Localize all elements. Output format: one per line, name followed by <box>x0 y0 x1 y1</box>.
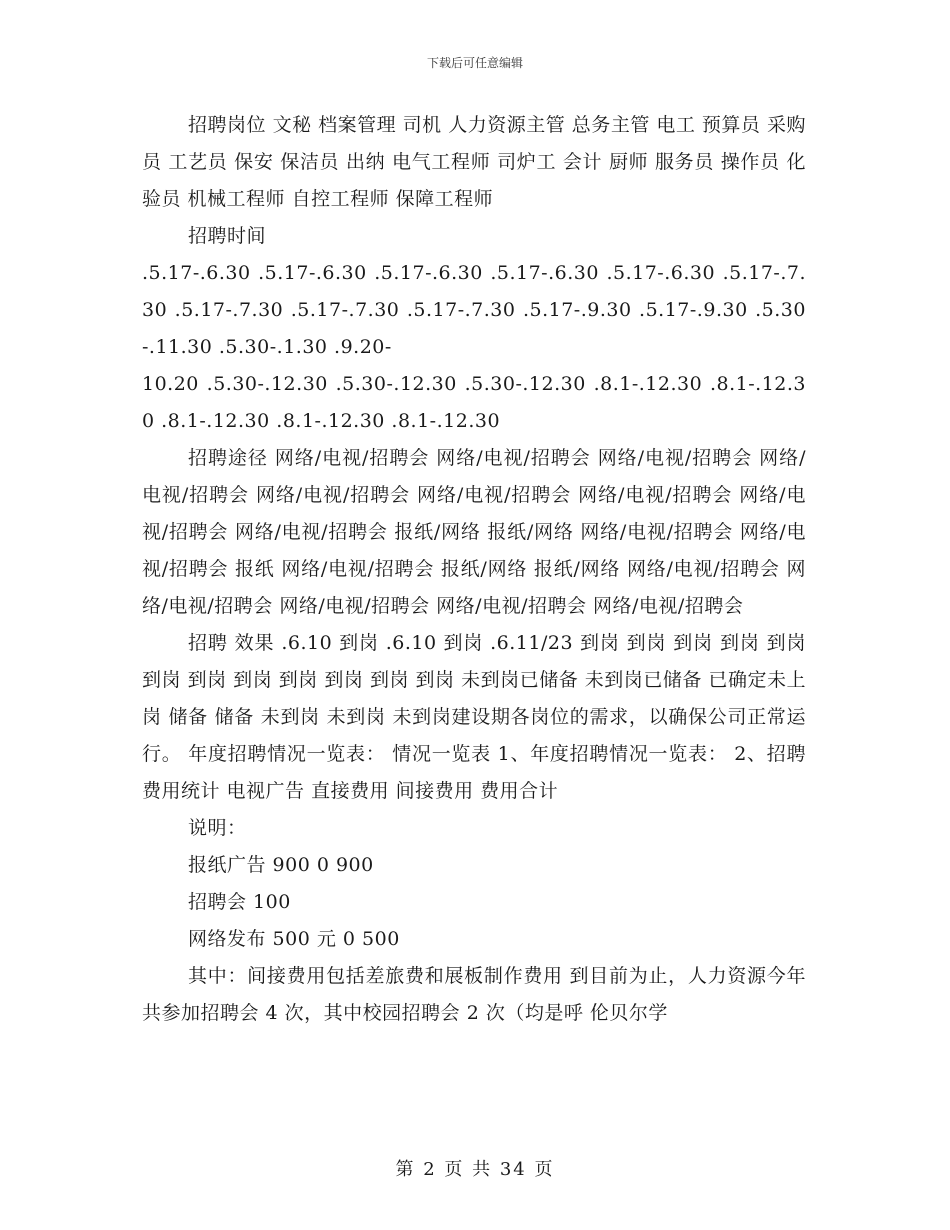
paragraph-newspaper-cost: 报纸广告 900 0 900 <box>188 854 374 876</box>
paragraph-channels: 招聘途径 网络/电视/招聘会 网络/电视/招聘会 网络/电视/招聘会 网络/电视/招聘会 网络/电视/招聘会 网络/电视/招聘会 网络/电视/招聘会 网络/电视/招聘会 网络/电视/招聘会 报纸/网络 报纸/网络 网络/电视/招聘会 网络/电视/招聘会 报纸 网络/电视/招聘会 报纸/网络 报纸/网络 网络/电视/招聘会 网络/电视/招聘会 网络/电视/招聘会 网络/电视/招聘会 网络/电视/招聘会 <box>142 447 806 617</box>
paragraph-positions: 招聘岗位 文秘 档案管理 司机 人力资源主管 总务主管 电工 预算员 采购员 工艺员 保安 保洁员 出纳 电气工程师 司炉工 会计 厨师 服务员 操作员 化验员 机械工程师 自控工程师 保障工程师 <box>142 114 806 210</box>
paragraph-results: 招聘 效果 .6.10 到岗 .6.10 到岗 .6.11/23 到岗 到岗 到岗 到岗 到岗 到岗 到岗 到岗 到岗 到岗 到岗 到岗 未到岗已储备 未到岗已储备 已确定未上岗 储备 储备 未到岗 未到岗 未到岗建设期各岗位的需求，以确保公司正常运行。 年度招聘情况一览表： 情况一览表 1、年度招聘情况一览表： 2、招聘费用统计 电视广告 直接费用 间接费用 费用合计 <box>142 632 806 802</box>
paragraph-indirect-cost: 其中：间接费用包括差旅费和展板制作费用 到目前为止，人力资源今年共参加招聘会 4 次，其中校园招聘会 2 次（均是呼 伦贝尔学 <box>142 965 806 1024</box>
paragraph-note-heading: 说明： <box>188 817 247 839</box>
paragraph-online-cost: 网络发布 500 元 0 500 <box>188 928 400 950</box>
paragraph-jobfair-cost: 招聘会 100 <box>188 891 291 913</box>
paragraph-dates-2: 10.20 .5.30-.12.30 .5.30-.12.30 .5.30-.12.30 .8.1-.12.30 .8.1-.12.30 .8.1-.12.30 .8.1-.12.30 .8.1-.12.30 <box>142 373 806 432</box>
page-footer: 第 2 页 共 34 页 <box>395 1159 555 1180</box>
paragraph-dates-1: .5.17-.6.30 .5.17-.6.30 .5.17-.6.30 .5.17-.6.30 .5.17-.6.30 .5.17-.7.30 .5.17-.7.30 .5.17-.7.30 .5.17-.7.30 .5.17-.9.30 .5.17-.9.30 .5.30-.11.30 .5.30-.1.30 .9.20- <box>142 262 806 358</box>
document-body <box>142 107 806 1032</box>
page-header: 下载后可任意编辑 <box>426 56 523 70</box>
paragraph-time-heading: 招聘时间 <box>188 225 267 247</box>
